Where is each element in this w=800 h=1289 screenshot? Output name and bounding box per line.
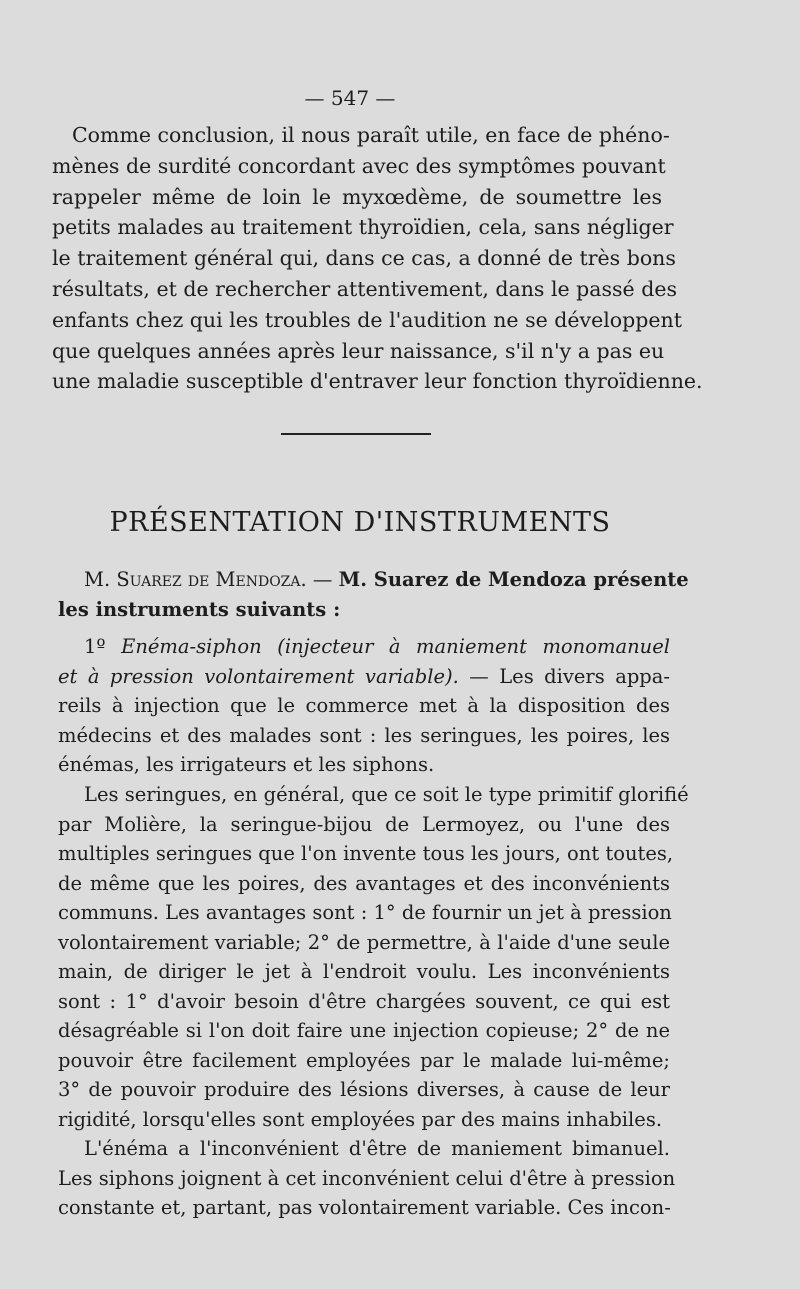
intro-bold: M. Suarez de Mendoza présente [338,568,689,591]
text-line: mènes de surdité concordant avec des symptômes pouvant [52,153,666,178]
text-line: main, de diriger le jet à l'endroit voulu. Les inconvénients [58,960,670,983]
text-line: pouvoir être facilement employées par le malade lui-même; [58,1048,670,1072]
text-line: Les siphons joignent à cet inconvénient celui d'être à pression [58,1166,676,1190]
text-line: petits malades au traitement thyroïdien, cela, sans négliger [52,215,674,240]
item1-first-line [58,632,670,662]
text-line: 3° de pouvoir produire des lésions diverses, à cause de leur [58,1078,670,1101]
text-line: désagréable si l'on doit faire une injection copieuse; 2° de ne [58,1019,670,1042]
text-line: médecins et des malades sont : les seringues, les poires, les [58,723,670,747]
section-title: PRÉSENTATION D'INSTRUMENTS [109,507,611,538]
text-line: par Molière, la seringue-bijou de Lermoyez, ou l'une des [58,812,670,836]
conclusion-paragraph [52,120,703,397]
text-line: multiples seringues que l'on invente tous les jours, ont toutes, [58,842,674,865]
text-line: reils à injection que le commerce met à la disposition des [58,694,670,717]
dash: — [306,568,339,591]
text-line: enfants chez qui les troubles de l'audition ne se développent [52,307,682,332]
text-line: communs. Les avantages sont : 1° de fournir un jet à pression [58,901,672,924]
text-line: de même que les poires, des avantages et des inconvénients [58,871,670,895]
intro-bold-line: les instruments suivants : [58,597,341,621]
item-number: 1º [84,635,106,658]
text-line: résultats, et de rechercher attentivement, dans le passé des [52,276,677,301]
text-line: que quelques années après leur naissance, s'il n'y a pas eu [52,338,665,363]
item-title-cont: et à pression volontairement variable). [58,664,459,688]
text-line: constante et, partant, pas volontairement variable. Ces incon- [58,1196,671,1219]
text-line: une maladie susceptible d'entraver leur fonction thyroïdienne. [52,369,703,394]
section-divider [281,433,431,435]
text-line: L'énéma a l'inconvénient d'être de maniement bimanuel. [84,1137,670,1160]
text-line: rappeler même de loin le myxœdème, de soumettre les [52,184,662,209]
text-line: énémas, les irrigateurs et les siphons. [58,753,435,776]
text-line: sont : 1° d'avoir besoin d'être chargées souvent, ce qui est [58,989,670,1013]
item1-second-line [58,662,670,692]
item-title: Enéma-siphon (injecteur à maniement monomanuel [121,635,670,658]
page-number: — 547 — [304,86,396,110]
syringes-paragraph [58,780,689,1134]
text-line: volontairement variable; 2° de permettre, à l'aide d'une seule [58,930,670,954]
text-line: le traitement général qui, dans ce cas, a donné de très bons [52,246,676,271]
item1-paragraph [58,632,670,780]
intro-line [58,565,689,595]
text-line: Comme conclusion, il nous paraît utile, en face de phéno- [72,123,670,147]
text-line: rigidité, lorsqu'elles sont employées par des mains inhabiles. [58,1107,663,1131]
text-line: Les seringues, en général, que ce soit le type primitif glorifié [84,783,689,806]
author-name: M. Suarez de Mendoza. [84,568,307,591]
text-fragment: — Les divers appa- [458,664,670,688]
enema-paragraph [58,1134,676,1223]
intro-paragraph [58,565,689,624]
